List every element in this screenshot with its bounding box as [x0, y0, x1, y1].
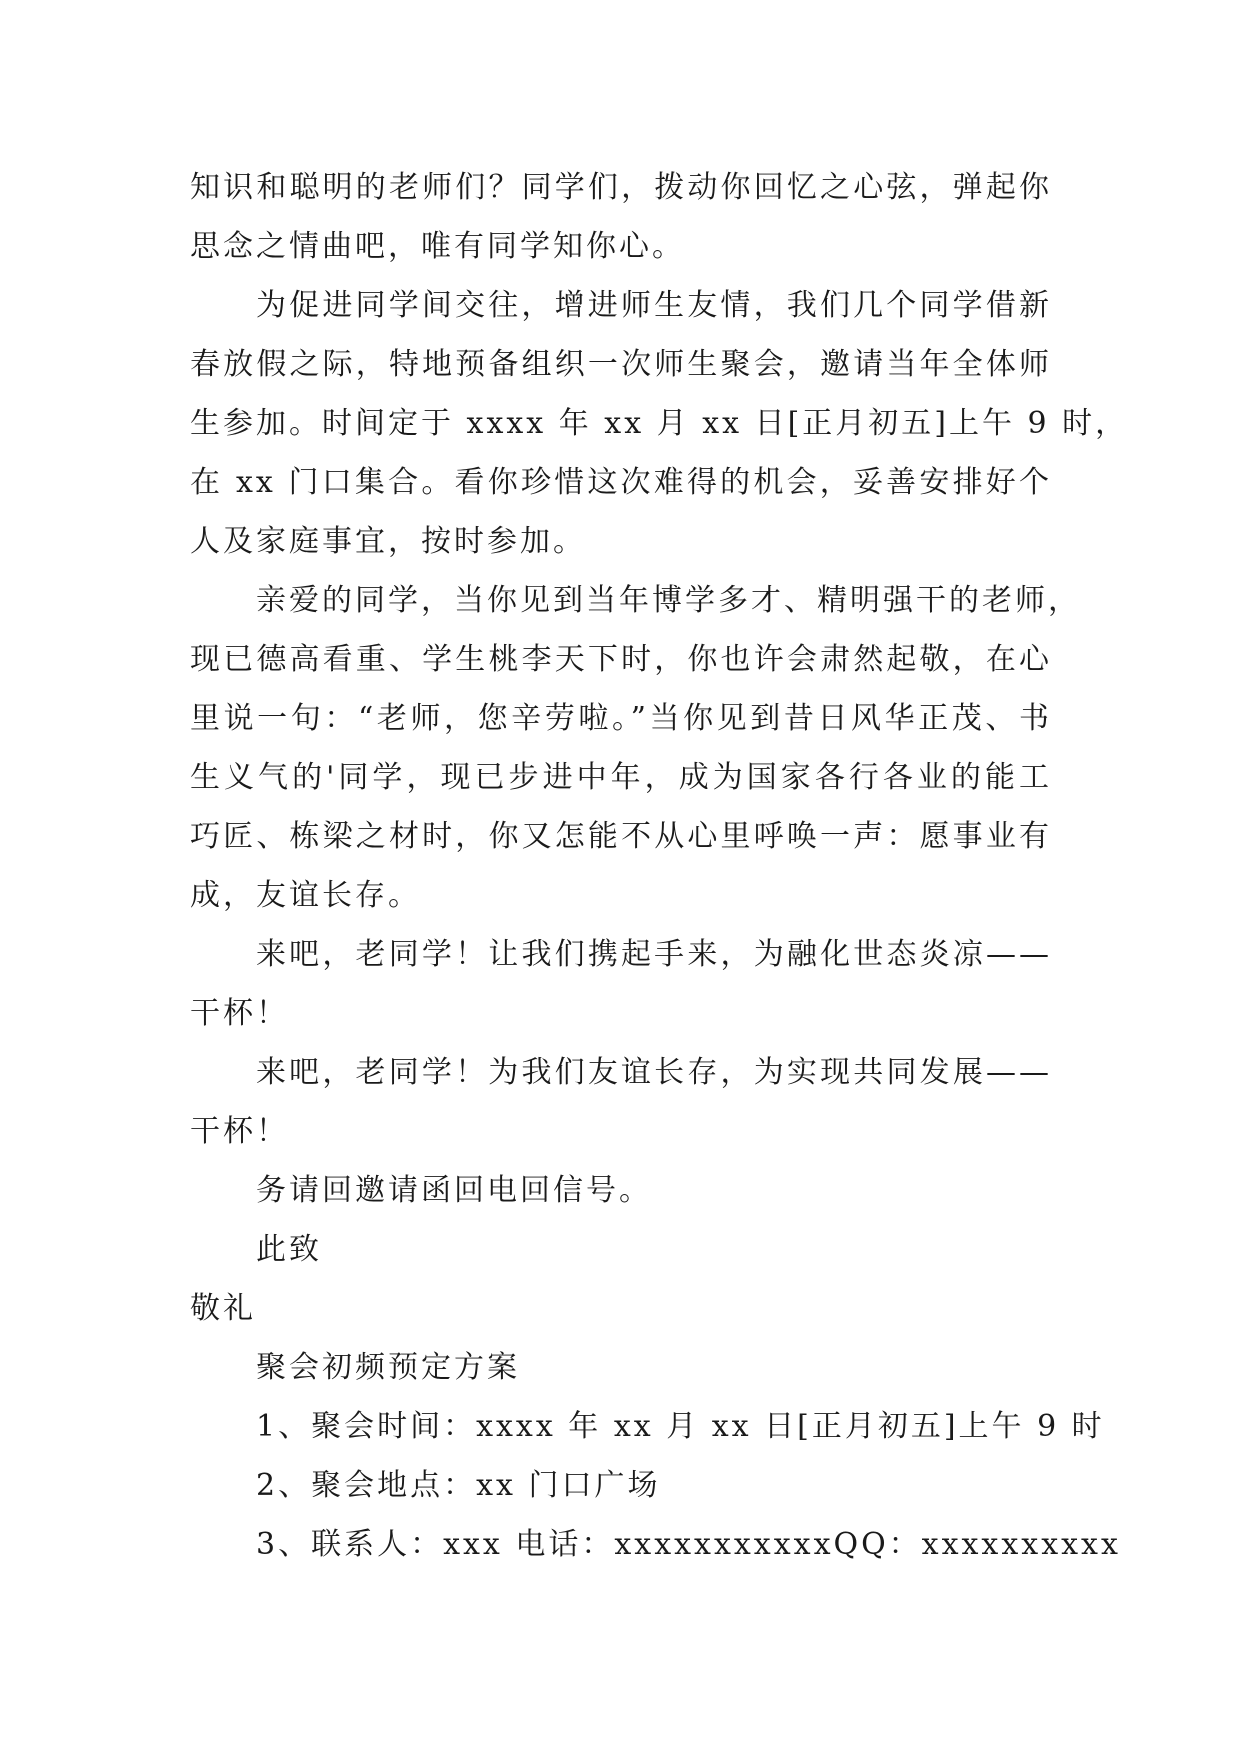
salutation-line: 敬礼: [190, 1291, 256, 1326]
paragraph-start-line: 来吧，老同学！为我们友谊长存，为实现共同发展——: [256, 1055, 1052, 1090]
list-item: 3、联系人：xxx 电话：xxxxxxxxxxxQQ：xxxxxxxxxx: [256, 1527, 1121, 1562]
paragraph-start-line: 亲爱的同学，当你见到当年博学多才、精明强干的老师，: [256, 583, 1081, 618]
text-line: 春放假之际，特地预备组织一次师生聚会，邀请当年全体师: [190, 347, 1052, 382]
text-line: 巧匠、栋梁之材时，你又怎能不从心里呼唤一声：愿事业有: [190, 819, 1052, 854]
text-line: 里说一句：“老师，您辛劳啦。”当你见到昔日风华正茂、书: [190, 701, 1052, 736]
paragraph-start-line: 务请回邀请函回电回信号。: [256, 1173, 652, 1208]
text-line: 人及家庭事宜，按时参加。: [190, 524, 586, 559]
text-line: 成，友谊长存。: [190, 878, 421, 913]
text-line: 思念之情曲吧，唯有同学知你心。: [190, 229, 685, 264]
text-line: 现已德高看重、学生桃李天下时，你也许会肃然起敬，在心: [190, 642, 1052, 677]
text-line: 干杯！: [190, 996, 289, 1031]
list-item: 2、聚会地点：xx 门口广场: [256, 1468, 661, 1503]
closing-line: 此致: [256, 1232, 322, 1267]
text-line: 干杯！: [190, 1114, 289, 1149]
list-item: 1、聚会时间：xxxx 年 xx 月 xx 日[正月初五]上午 9 时: [256, 1409, 1105, 1444]
paragraph-start-line: 来吧，老同学！让我们携起手来，为融化世态炎凉——: [256, 937, 1052, 972]
text-line: 知识和聪明的老师们？同学们，拨动你回忆之心弦，弹起你: [190, 170, 1052, 205]
text-line: 在 xx 门口集合。看你珍惜这次难得的机会，妥善安排好个: [190, 465, 1052, 500]
text-line: 生义气的'同学，现已步进中年，成为国家各行各业的能工: [190, 760, 1052, 795]
document-body: [190, 158, 1129, 1574]
section-heading: 聚会初频预定方案: [256, 1350, 520, 1385]
text-line: 生参加。时间定于 xxxx 年 xx 月 xx 日[正月初五]上午 9 时，: [190, 406, 1129, 441]
paragraph-start-line: 为促进同学间交往，增进师生友情，我们几个同学借新: [256, 288, 1052, 323]
